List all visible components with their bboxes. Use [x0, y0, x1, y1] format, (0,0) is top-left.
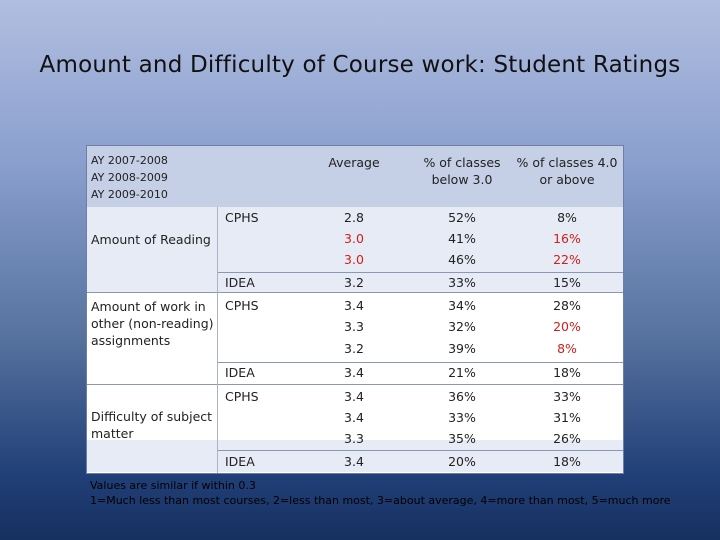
- divider: [217, 450, 623, 451]
- cell-value: 3.2: [344, 341, 364, 356]
- group-label-cphs: CPHS: [225, 389, 259, 404]
- cell-value: 52%: [448, 210, 476, 225]
- cell-value: 3.4: [344, 454, 364, 469]
- cell-value: 26%: [553, 431, 581, 446]
- divider: [217, 272, 623, 273]
- divider: [217, 362, 623, 363]
- group-label-idea: IDEA: [225, 454, 255, 469]
- cell-value: 34%: [448, 298, 476, 313]
- group-label-idea: IDEA: [225, 365, 255, 380]
- cell-value: 16%: [553, 231, 581, 246]
- cell-value: 8%: [557, 341, 577, 356]
- row-label-reading: Amount of Reading: [91, 232, 211, 247]
- footnotes: [90, 478, 671, 508]
- cell-value: 3.4: [344, 389, 364, 404]
- cell-value: 21%: [448, 365, 476, 380]
- group-label-idea: IDEA: [225, 275, 255, 290]
- ratings-table: [86, 145, 624, 474]
- cell-value: 3.0: [344, 231, 364, 246]
- cell-value: 39%: [448, 341, 476, 356]
- row-label-work: Amount of work in other (non-reading) assignments: [91, 299, 214, 348]
- cell-value: 18%: [553, 454, 581, 469]
- header-below: % of classes below 3.0: [423, 155, 501, 187]
- cell-value: 35%: [448, 431, 476, 446]
- cell-value: 3.4: [344, 410, 364, 425]
- cell-value: 18%: [553, 365, 581, 380]
- cell-value: 20%: [553, 319, 581, 334]
- header-year: AY 2008-2009: [91, 171, 168, 184]
- cell-value: 33%: [448, 410, 476, 425]
- header-year: AY 2007-2008: [91, 154, 168, 167]
- cell-value: 3.2: [344, 275, 364, 290]
- footnote-similarity: Values are similar if within 0.3: [90, 479, 256, 492]
- cell-value: 32%: [448, 319, 476, 334]
- cell-value: 33%: [448, 275, 476, 290]
- cell-value: 22%: [553, 252, 581, 267]
- header-year: AY 2009-2010: [91, 188, 168, 201]
- cell-value: 3.4: [344, 298, 364, 313]
- cell-value: 3.4: [344, 365, 364, 380]
- divider: [87, 384, 623, 385]
- cell-value: 41%: [448, 231, 476, 246]
- cell-value: 33%: [553, 389, 581, 404]
- group-label-cphs: CPHS: [225, 210, 259, 225]
- header-average: Average: [328, 155, 380, 170]
- cell-value: 20%: [448, 454, 476, 469]
- divider: [217, 207, 218, 473]
- cell-value: 2.8: [344, 210, 364, 225]
- cell-value: 3.3: [344, 431, 364, 446]
- header-above: % of classes 4.0 or above: [516, 155, 618, 187]
- cell-value: 3.3: [344, 319, 364, 334]
- slide-title: Amount and Difficulty of Course work: Student Ratings: [39, 52, 681, 78]
- footnote-scale: 1=Much less than most courses, 2=less than most, 3=about average, 4=more than most, 5=much more: [90, 494, 671, 507]
- cell-value: 31%: [553, 410, 581, 425]
- cell-value: 28%: [553, 298, 581, 313]
- cell-value: 3.0: [344, 252, 364, 267]
- cell-value: 36%: [448, 389, 476, 404]
- cell-value: 46%: [448, 252, 476, 267]
- cell-value: 15%: [553, 275, 581, 290]
- cell-value: 8%: [557, 210, 577, 225]
- row-label-difficulty: Difficulty of subject matter: [91, 409, 213, 441]
- group-label-cphs: CPHS: [225, 298, 259, 313]
- divider: [87, 292, 623, 293]
